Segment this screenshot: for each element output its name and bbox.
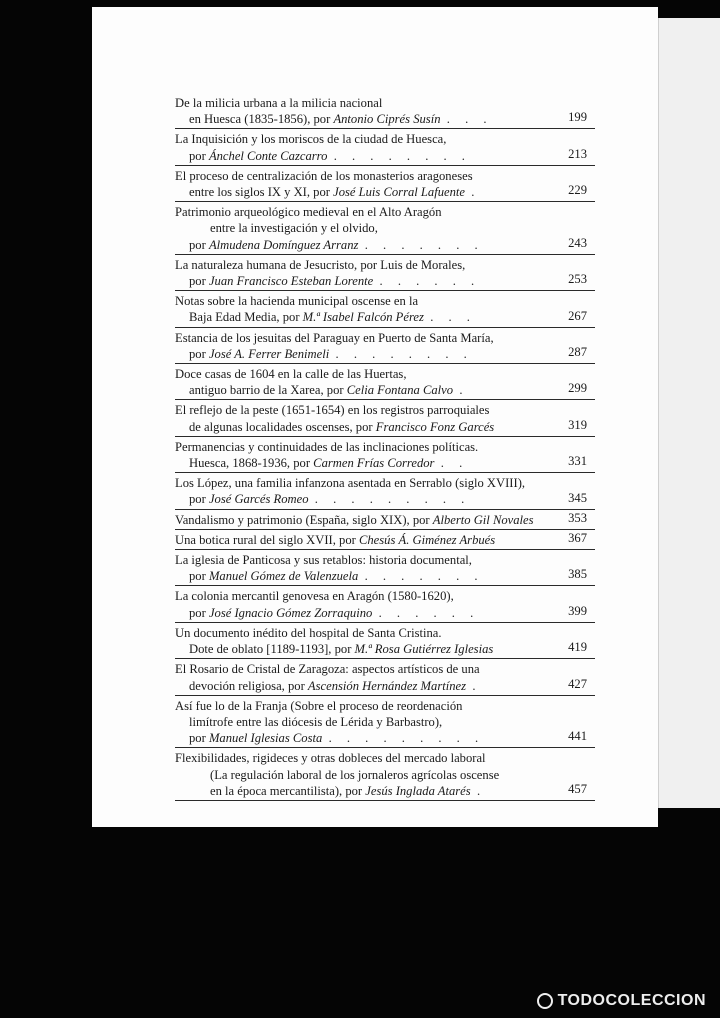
page-number: 213 — [568, 146, 587, 161]
author-name: Juan Francisco Esteban Lorente — [208, 274, 374, 289]
toc-entry — [175, 698, 595, 749]
toc-entry — [175, 588, 595, 622]
title-prefix: por — [189, 569, 209, 584]
toc-entry-line — [175, 419, 595, 435]
toc-entry-line: El reflejo de la peste (1651-1654) en los registros parroquiales — [175, 403, 490, 418]
leader-dots: . — [459, 383, 469, 398]
toc-entry-line: Permanencias y continuidades de las inclinaciones políticas. — [175, 439, 479, 454]
author-name: Antonio Ciprés Susín — [333, 112, 441, 127]
toc-entry-line: (La regulación laboral de los jornaleros agrícolas oscense — [210, 767, 500, 782]
toc-entry-line: La colonia mercantil genovesa en Aragón (1580-1620), — [175, 589, 454, 604]
toc-entry-line — [175, 730, 595, 746]
toc-entry-line — [175, 532, 595, 548]
toc-entry-line — [175, 455, 595, 471]
toc-entry-line: Doce casas de 1604 en la calle de las Huertas, — [175, 367, 407, 382]
title-prefix: Dote de oblato [1189-1193], por — [189, 642, 355, 657]
toc-entry-line — [175, 382, 595, 398]
toc-entry-line — [175, 184, 595, 200]
toc-entry — [175, 131, 595, 165]
toc-entry-line — [175, 605, 595, 621]
leader-dots: . — [472, 678, 482, 693]
page-number: 457 — [568, 781, 587, 796]
title-prefix: antiguo barrio de la Xarea, por — [189, 383, 347, 398]
page-number: 441 — [568, 729, 587, 744]
leader-dots: . . . . . . . . — [333, 148, 471, 163]
toc-entry — [175, 625, 595, 659]
title-prefix: Huesca, 1868-1936, por — [189, 456, 314, 471]
author-name: José Ignacio Gómez Zorraquino — [208, 605, 373, 620]
toc-entry-line — [175, 148, 595, 164]
page-number: 287 — [568, 345, 587, 360]
toc-entry-line: Notas sobre la hacienda municipal oscense en la — [175, 294, 419, 309]
page-number: 267 — [568, 308, 587, 323]
leader-dots: . . . — [430, 310, 476, 325]
title-prefix: por — [189, 346, 209, 361]
toc-entry-line — [175, 678, 595, 694]
toc-entry-line — [175, 512, 595, 528]
toc-entry-line: entre la investigación y el olvido, — [210, 221, 378, 236]
author-name: José Luis Corral Lafuente — [333, 185, 465, 200]
title-prefix: Vandalismo y patrimonio (España, siglo XIX), por — [175, 512, 433, 527]
toc-entry — [175, 95, 595, 129]
toc-entry-line — [175, 273, 595, 289]
title-prefix: por — [189, 731, 209, 746]
toc-entry-line: Flexibilidades, rigideces y otras dobleces del mercado laboral — [175, 751, 486, 766]
toc-entry-line: La naturaleza humana de Jesucristo, por Luis de Morales, — [175, 257, 466, 272]
page-number: 319 — [568, 417, 587, 432]
toc-entry-line — [175, 346, 595, 362]
toc-entry-line: limítrofe entre las diócesis de Lérida y Barbastro), — [189, 714, 443, 729]
page-number: 253 — [568, 272, 587, 287]
author-name: Francisco Fonz Garcés — [375, 419, 495, 434]
title-prefix: por — [189, 148, 209, 163]
toc-entry-line — [175, 641, 595, 657]
title-prefix: de algunas localidades oscenses, por — [189, 419, 376, 434]
page-number: 367 — [568, 531, 587, 546]
author-name: Ascensión Hernández Martínez — [307, 678, 467, 693]
toc-entry-line: La iglesia de Panticosa y sus retablos: historia documental, — [175, 553, 472, 568]
toc-entry-line: Patrimonio arqueológico medieval en el Alto Aragón — [175, 205, 442, 220]
title-prefix: en la época mercantilista), por — [210, 783, 366, 798]
toc-entry-line — [175, 111, 595, 127]
toc-entry-line: Estancia de los jesuitas del Paraguay en Puerto de Santa María, — [175, 330, 494, 345]
toc-entry-line: De la milicia urbana a la milicia nacional — [175, 96, 383, 110]
leader-dots: . . . . . . . — [364, 237, 484, 252]
toc-entry — [175, 439, 595, 473]
toc-entry — [175, 475, 595, 509]
author-name: José Garcés Romeo — [208, 492, 309, 507]
toc-entry — [175, 661, 595, 695]
toc-entry — [175, 204, 595, 255]
table-of-contents — [175, 95, 595, 803]
page-number: 199 — [568, 110, 587, 125]
leader-dots: . . . . . . . — [364, 569, 484, 584]
toc-entry — [175, 402, 595, 436]
leader-dots: . . . . . . . . . — [328, 731, 485, 746]
leader-dots: . . . . . . . . . — [314, 492, 471, 507]
leader-dots: . . — [440, 456, 469, 471]
toc-entry-line: El proceso de centralización de los monasterios aragoneses — [175, 168, 473, 183]
page-number: 243 — [568, 235, 587, 250]
toc-entry-line: La Inquisición y los moriscos de la ciudad de Huesca, — [175, 132, 447, 147]
author-name: M.ª Isabel Falcón Pérez — [302, 310, 424, 325]
title-prefix: Una botica rural del siglo XVII, por — [175, 532, 359, 547]
facing-page-edge — [658, 18, 720, 808]
title-prefix: en Huesca (1835-1856), por — [189, 112, 334, 127]
author-name: Ánchel Conte Cazcarro — [208, 148, 328, 163]
title-prefix: por — [189, 492, 209, 507]
author-name: Chesús Á. Giménez Arbués — [358, 532, 496, 547]
toc-entry-line — [175, 783, 595, 799]
author-name: Manuel Iglesias Costa — [208, 731, 323, 746]
title-prefix: Baja Edad Media, por — [189, 310, 303, 325]
leader-dots: . — [476, 783, 487, 798]
toc-entry — [175, 168, 595, 202]
author-name: Alberto Gil Novales — [432, 512, 534, 527]
toc-entry-line: Los López, una familia infanzona asentada en Serrablo (siglo XVIII), — [175, 476, 526, 491]
title-prefix: por — [189, 605, 209, 620]
author-name: Manuel Gómez de Valenzuela — [208, 569, 359, 584]
title-prefix: por — [189, 274, 209, 289]
toc-entry — [175, 330, 595, 364]
toc-entry-line — [175, 568, 595, 584]
title-prefix: devoción religiosa, por — [189, 678, 308, 693]
author-name: José A. Ferrer Benimeli — [208, 346, 330, 361]
author-name: Celia Fontana Calvo — [346, 383, 454, 398]
page-number: 299 — [568, 381, 587, 396]
toc-entry — [175, 750, 595, 801]
page-number: 353 — [568, 510, 587, 525]
author-name: M.ª Rosa Gutiérrez Iglesias — [354, 642, 494, 657]
toc-entry-line — [175, 309, 595, 325]
toc-entry — [175, 532, 595, 550]
toc-entry — [175, 512, 595, 530]
toc-entry-line — [175, 237, 595, 253]
leader-dots: . — [471, 185, 481, 200]
toc-entry — [175, 366, 595, 400]
author-name: Almudena Domínguez Arranz — [208, 237, 359, 252]
author-name: Jesús Inglada Atarés — [365, 783, 471, 798]
page-number: 345 — [568, 490, 587, 505]
leader-dots: . . . — [446, 112, 493, 127]
toc-entry — [175, 257, 595, 291]
toc-entry — [175, 552, 595, 586]
watermark-text: TODOCOLECCION — [557, 992, 706, 1009]
page-number: 427 — [568, 676, 587, 691]
title-prefix: entre los siglos IX y XI, por — [189, 185, 334, 200]
toc-entry-line: Así fue lo de la Franja (Sobre el proceso de reordenación — [175, 698, 463, 713]
toc-entry-line: El Rosario de Cristal de Zaragoza: aspectos artísticos de una — [175, 662, 480, 677]
page-number: 331 — [568, 454, 587, 469]
toc-entry — [175, 293, 595, 327]
leader-dots: . . . . . . — [379, 274, 481, 289]
leader-dots: . . . . . . — [378, 605, 480, 620]
watermark-logo-icon — [537, 993, 553, 1009]
toc-entry-line — [175, 491, 595, 507]
watermark — [537, 992, 706, 1010]
page-number: 399 — [568, 603, 587, 618]
page-number: 419 — [568, 640, 587, 655]
toc-entry-line: Un documento inédito del hospital de Santa Cristina. — [175, 625, 442, 640]
page-number: 385 — [568, 567, 587, 582]
page-number: 229 — [568, 183, 587, 198]
author-name: Carmen Frías Corredor — [313, 456, 435, 471]
leader-dots: . . . . . . . . — [335, 346, 473, 361]
title-prefix: por — [189, 237, 209, 252]
